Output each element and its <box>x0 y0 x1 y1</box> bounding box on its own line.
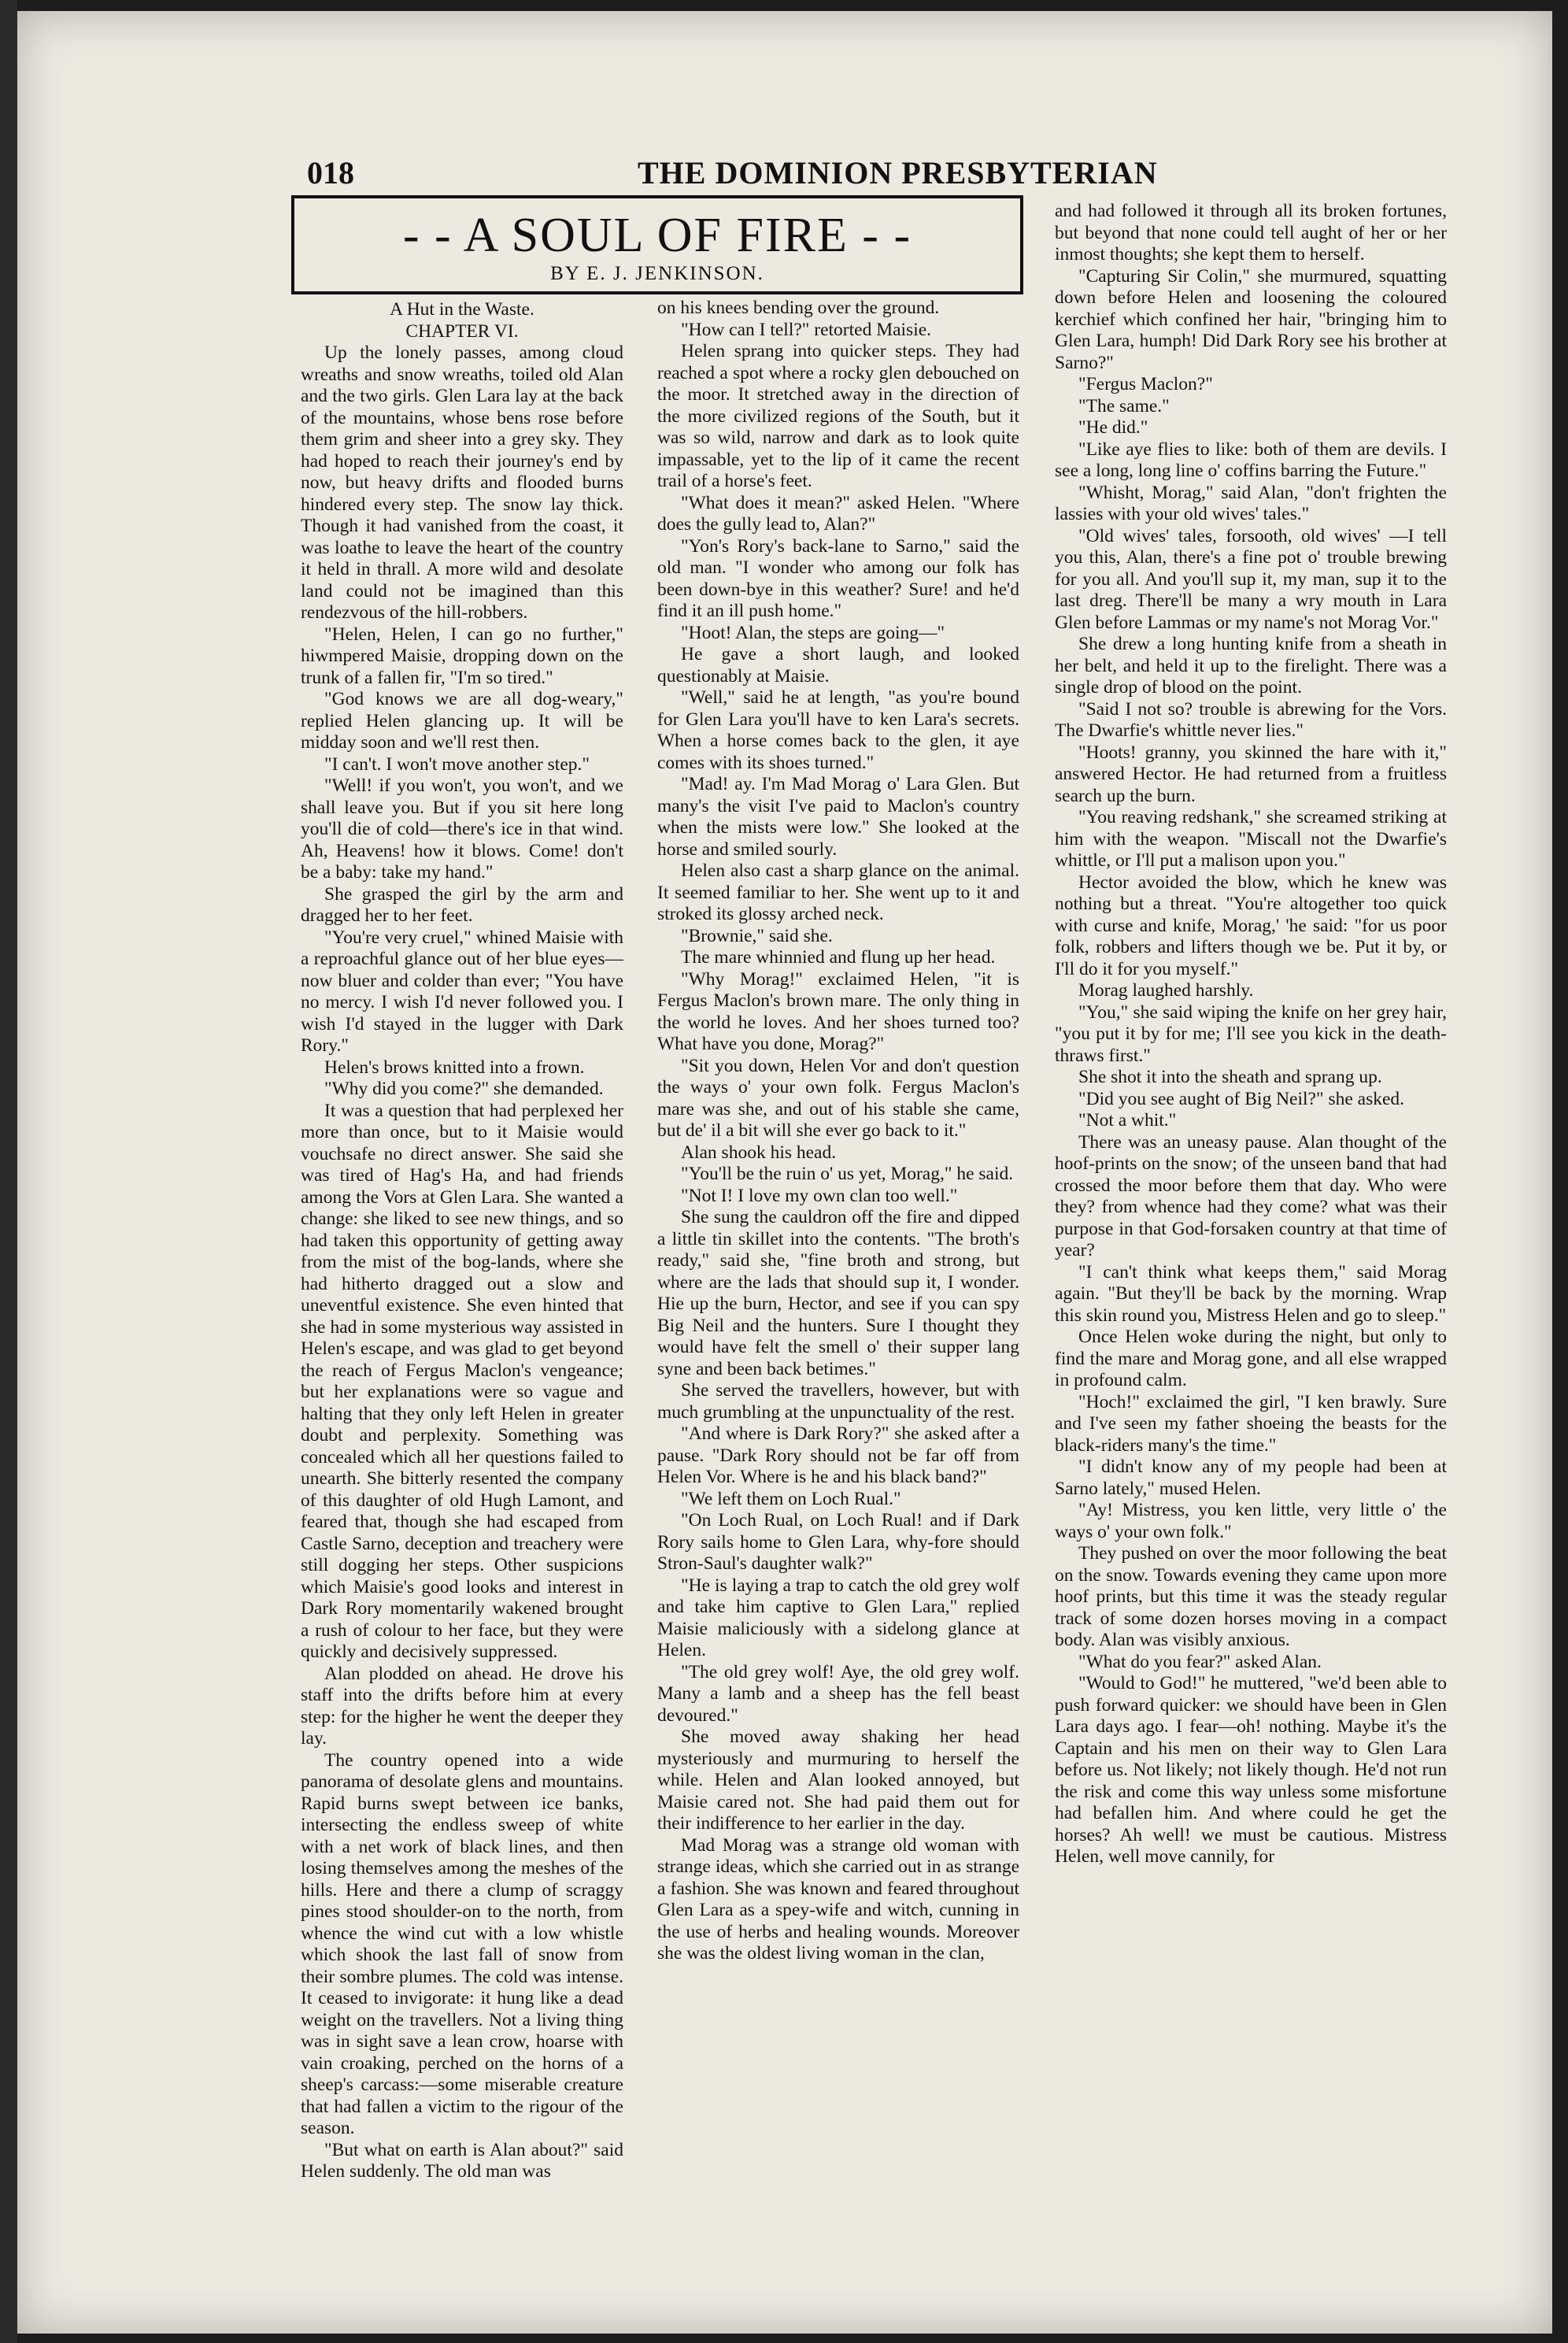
paragraph: "Ay! Mistress, you ken little, very little o' the ways o' your own folk." <box>1055 1500 1447 1542</box>
paragraph: The country opened into a wide panorama of desolate glens and mountains. Rapid burns swept between ice banks, intersecting the endless sweep of white with a net work of black lines, and then losing themselves among the meshes of the hills. Here and there a clump of scraggy pines stood shoulder-on to the north, from whence the wind cut with a low whistle which shook the last fall of snow from their sombre plumes. The cold was intense. It ceased to invigorate: it hung like a dead weight on the travellers. Not a living thing was in sight save a lean crow, hoarse with vain croaking, perched on the horns of a sheep's carcass:—some miserable creature that had fallen a victim to the rigour of the season. <box>301 1749 623 2138</box>
paragraph: "Said I not so? trouble is abrewing for the Vors. The Dwarfie's whittle never lies." <box>1055 698 1447 741</box>
paragraph: "Would to God!" he muttered, "we'd been able to push forward quicker: we should have been in Glen Lara days ago. I fear—oh! nothing. Maybe it's the Captain and his men on their way to Glen Lara before us. Not likely; not likely though. He'd not run the risk and come this way unless some misfortune had befallen him. And where could he get the horses? Ah well! we must be cautious. Mistress Helen, well move cannily, for <box>1055 1673 1447 1867</box>
paragraph: "Did you see aught of Big Neil?" she asked. <box>1078 1088 1405 1109</box>
paragraph: She drew a long hunting knife from a sheath in her belt, and held it up to the firelight. There was a single drop of blood on the point. <box>1055 634 1447 698</box>
paragraph: Up the lonely passes, among cloud wreaths and snow wreaths, toiled old Alan and the two girls. Glen Lara lay at the back of the mountains, whose bens rose before them grim and sheer into a grey sky. They had hoped to reach their journey's end by now, but heavy drifts and flooded burns hindered every step. The snow lay thick. Though it had vanished from the coast, it was loathe to leave the heart of the country it held in thrall. A more wild and desolate land could not be imagined than this rendezvous of the hill-robbers. <box>301 342 623 623</box>
scan-edge <box>0 0 17 2343</box>
paragraph: Hector avoided the blow, which he knew was nothing but a threat. "You're altogether too quick with curse and knife, Morag,' 'he said: "for us poor folk, robbers and lifters though we be. Put it by, or I'll do it for you myself." <box>1055 872 1447 979</box>
page-number: 018 <box>307 155 354 191</box>
paragraph: Helen sprang into quicker steps. They had reached a spot where a rocky glen debouched on the moor. It stretched away in the direction of the more civilized regions of the South, but it was so wild, narrow and dark as to look quite impassable, yet to the lip of it came the recent trail of a horse's feet. <box>657 341 1019 491</box>
text-column-2 <box>657 298 1019 2163</box>
paragraph: "Like aye flies to like: both of them are devils. I see a long, long line o' coffins barring the Future." <box>1055 439 1447 481</box>
paragraph: "The same." <box>1078 395 1170 416</box>
paragraph: "We left them on Loch Rual." <box>681 1488 901 1509</box>
paragraph: "The old grey wolf! Aye, the old grey wolf. Many a lamb and a sheep has the fell beast devoured." <box>657 1661 1019 1726</box>
paragraph: "And where is Dark Rory?" she asked after a pause. "Dark Rory should not be far off from Helen Vor. Where is he and his black band?" <box>657 1423 1019 1487</box>
paragraph: "Helen, Helen, I can go no further," hiwmpered Maisie, dropping down on the trunk of a fallen fir, "I'm so tired." <box>301 624 623 688</box>
story-byline: BY E. J. JENKINSON. <box>550 263 764 284</box>
paragraph: "You," she said wiping the knife on her grey hair, "you put it by for me; I'll see you kick in the death-thraws first." <box>1055 1001 1447 1066</box>
paragraph: It was a question that had perplexed her more than once, but to it Maisie would vouchsafe no direct answer. She said she was tired of Hag's Ha, and had friends among the Vors at Glen Lara. She wanted a change: she liked to see new things, and so had taken this opportunity of getting away from the mist of the bog-lands, where she had hitherto dragged out a slow and uneventful existence. She even hinted that she had in some mysterious way assisted in Helen's escape, and was glad to get beyond the reach of Fergus Maclon's vengeance; but her explanations were so vague and halting that they only left Helen in greater doubt and perplexity. Something was concealed which all her questions failed to unearth. She bitterly resented the company of this daughter of old Hugh Lamont, and feared that, though she had escaped from Castle Sarno, deception and treachery were still dogging her steps. Other suspicions which Maisie's good looks and interest in Dark Rory momentarily wakened brought a rush of colour to her face, but they were quickly and decisively suppressed. <box>301 1100 623 1662</box>
paragraph: "Why Morag!" exclaimed Helen, "it is Fergus Maclon's brown mare. The only thing in the world he loves. And her shoes turned too? What have you done, Morag?" <box>657 968 1019 1054</box>
paragraph: Alan plodded on ahead. He drove his staff into the drifts before him at every step: for the higher he went the deeper they lay. <box>301 1663 623 1749</box>
paragraph: on his knees bending over the ground. <box>657 298 940 318</box>
paragraph: Alan shook his head. <box>681 1142 837 1163</box>
paragraph: "Fergus Maclon?" <box>1078 374 1213 394</box>
page-header <box>307 154 1503 191</box>
paragraph: "Sit you down, Helen Vor and don't question the ways o' your own folk. Fergus Maclon's mare was she, and out of his stable she came, but de' il a bit will she ever go back to it." <box>657 1055 1019 1141</box>
paragraph: She grasped the girl by the arm and dragged her to her feet. <box>301 883 623 926</box>
paragraph: and had followed it through all its broken fortunes, but beyond that none could tell aught of her or her inmost thoughts; she kept them to herself. <box>1055 201 1447 265</box>
paragraph: "Not a whit." <box>1078 1110 1177 1131</box>
paragraph: "Well! if you won't, you won't, and we shall leave you. But if you sit here long you'll die of cold—there's ice in that wind. Ah, Heavens! how it blows. Come! don't be a baby: take my hand." <box>301 775 623 883</box>
paragraph: She shot it into the sheath and sprang up. <box>1078 1067 1382 1087</box>
paragraph: "I can't. I won't move another step." <box>324 753 590 775</box>
paragraph: They pushed on over the moor following the beat on the snow. Towards evening they came upon more hoof prints, but this time it was the steady regular track of some dozen horses moving in a compact body. Alan was visibly anxious. <box>1055 1543 1447 1650</box>
paragraph: "I can't think what keeps them," said Morag again. "But they'll be back by the morning. Wrap this skin round you, Mistress Helen and go to sleep." <box>1055 1261 1447 1326</box>
paragraph: She served the travellers, however, but with much grumbling at the unpunctuality of the rest. <box>657 1380 1019 1423</box>
paragraph: He gave a short laugh, and looked questionably at Maisie. <box>657 644 1019 687</box>
paragraph: She moved away shaking her head mysteriously and murmuring to herself the while. Helen and Alan looked annoyed, but Maisie cared not. She had paid them out for their indifference to her earlier in the day. <box>657 1727 1019 1834</box>
paragraph: "I didn't know any of my people had been at Sarno lately," mused Helen. <box>1055 1457 1447 1499</box>
paragraph: "He is laying a trap to catch the old grey wolf and take him captive to Glen Lara," replied Maisie maliciously with a sidelong glance at Helen. <box>657 1575 1019 1660</box>
paragraph: Once Helen woke during the night, but only to find the mare and Morag gone, and all else wrapped in profound calm. <box>1055 1327 1447 1390</box>
paragraph: "Hoot! Alan, the steps are going—" <box>681 622 945 643</box>
paragraph: "Hoots! granny, you skinned the hare with it," answered Hector. He had returned from a fruitless search up the burn. <box>1055 742 1447 806</box>
paragraph: "You'll be the ruin o' us yet, Morag," he said. <box>681 1164 1014 1184</box>
paragraph: The mare whinnied and flung up her head. <box>681 947 996 968</box>
story-title: - - A SOUL OF FIRE - - <box>402 209 912 262</box>
paragraph: "Mad! ay. I'm Mad Morag o' Lara Glen. But many's the visit I've paid to Maclon's country when the mists were low." She looked at the horse and smiled sourly. <box>657 774 1019 860</box>
paragraph: "Not I! I love my own clan too well." <box>681 1185 958 1206</box>
text-column-1 <box>301 299 623 2182</box>
paragraph: Mad Morag was a strange old woman with strange ideas, which she carried out in as strange a fashion. She was known and feared throughout Glen Lara as a spey-wife and witch, cunning in the use of herbs and healing wounds. Moreover she was the oldest living woman in the clan, <box>657 1834 1019 1964</box>
paragraph: She sung the cauldron off the fire and dipped a little tin skillet into the contents. "The broth's ready," said she, "fine broth and strong, but where are the lads that should sup it, I wonder. Hie up the burn, Hector, and see if you can spy Big Neil and the hunters. Sure I thought they would have felt the smell o' their supper lang syne and been back betimes." <box>657 1207 1019 1379</box>
paragraph: "On Loch Rual, on Loch Rual! and if Dark Rory sails home to Glen Lara, why-fore should Stron-Saul's daughter walk?" <box>657 1510 1019 1574</box>
paragraph: "What does it mean?" asked Helen. "Where does the gully lead to, Alan?" <box>657 492 1019 535</box>
chapter-heading: CHAPTER VI. <box>405 320 519 342</box>
paragraph: "Hoch!" exclaimed the girl, "I ken brawly. Sure and I've seen my father shoeing the beasts for the black-riders many's the time." <box>1055 1391 1447 1456</box>
paragraph: "Yon's Rory's back-lane to Sarno," said the old man. "I wonder who among our folk has been down-bye in this weather? Sure! and he'd find it an ill push home." <box>657 535 1019 621</box>
paragraph: "But what on earth is Alan about?" said Helen suddenly. The old man was <box>301 2139 623 2182</box>
section-heading: A Hut in the Waste. <box>390 299 534 320</box>
paragraph: Helen also cast a sharp glance on the animal. It seemed familiar to her. She went up to it and stroked its glossy arched neck. <box>657 861 1019 924</box>
paragraph: "You reaving redshank," she screamed striking at him with the weapon. "Miscall not the Dwarfie's whittle, or I'll put a malison upon you." <box>1055 807 1447 871</box>
paragraph: "How can I tell?" retorted Maisie. <box>681 319 932 340</box>
paragraph: "Whisht, Morag," said Alan, "don't frighten the lassies with your old wives' tales." <box>1055 482 1447 524</box>
paragraph: "Old wives' tales, forsooth, old wives' —I tell you this, Alan, there's a fine pot o' trouble brewing for you all. And you'll sup it, my man, sup it to the last dreg. There'll be many a wry mouth in Lara Glen before Lammas or my name's not Morag Vor." <box>1055 525 1447 633</box>
paragraph: Helen's brows knitted into a frown. <box>324 1057 585 1078</box>
text-column-3 <box>1055 201 1447 2165</box>
paragraph: "God knows we are all dog-weary," replied Helen glancing up. It will be midday soon and we'll rest then. <box>301 689 623 753</box>
paragraph: "Well," said he at length, "as you're bound for Glen Lara you'll have to ken Lara's secrets. When a horse comes back to the glen, it aye comes with its shoes turned." <box>657 687 1019 773</box>
paragraph: There was an uneasy pause. Alan thought of the hoof-prints on the snow; of the unseen band that had crossed the moor before them that day. Who were they? from whence had they come? what was their purpose in that God-forsaken country at that time of year? <box>1055 1131 1447 1260</box>
paragraph: "Capturing Sir Colin," she murmured, squatting down before Helen and loosening the coloured kerchief which confined her hair, "bringing him to Glen Lara, humph! Did Dark Rory see his brother at Sarno?" <box>1055 265 1447 373</box>
story-title-box <box>291 195 1023 294</box>
paragraph: "Brownie," said she. <box>681 925 833 946</box>
paragraph: "What do you fear?" asked Alan. <box>1078 1651 1322 1672</box>
publication-title: THE DOMINION PRESBYTERIAN <box>638 155 1158 191</box>
paragraph: "He did." <box>1078 417 1148 438</box>
paragraph: Morag laughed harshly. <box>1078 980 1254 1001</box>
paragraph: "You're very cruel," whined Maisie with a reproachful glance out of her blue eyes—now bluer and colder than ever; "You have no mercy. I wish I'd never followed you. I wish I'd stayed in the lugger with Dark Rory." <box>301 927 623 1056</box>
paragraph: "Why did you come?" she demanded. <box>324 1079 604 1099</box>
